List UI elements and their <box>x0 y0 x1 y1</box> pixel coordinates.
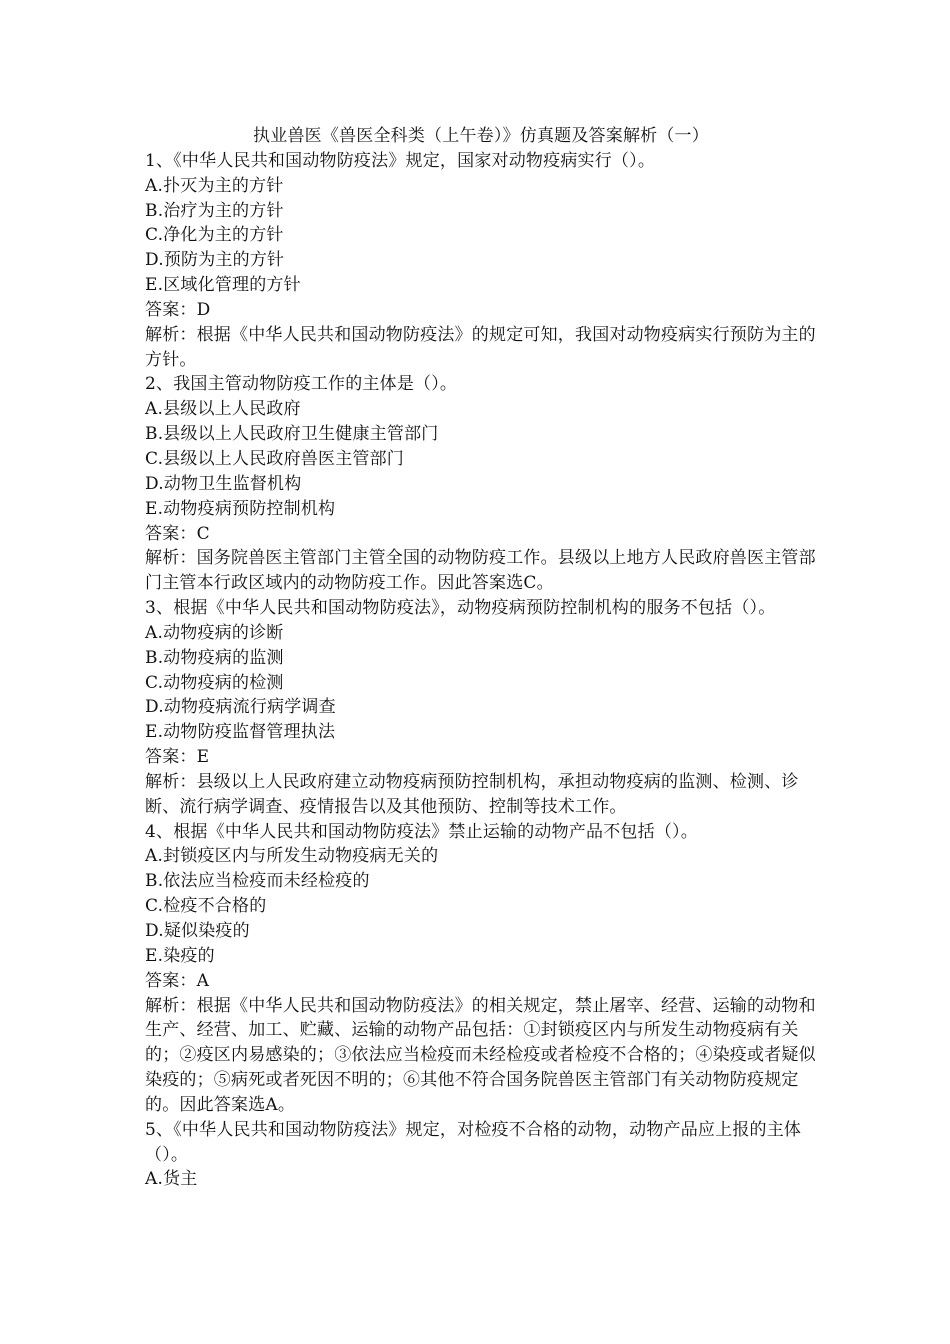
option-a: A.封锁疫区内与所发生动物疫病无关的 <box>145 846 439 867</box>
answer: 答案：A <box>145 970 210 991</box>
question-stem: 2、我国主管动物防疫工作的主体是（）。 <box>145 374 458 395</box>
option-c: C.动物疫病的检测 <box>145 672 284 693</box>
option-a: A.货主 <box>145 1169 198 1190</box>
analysis: 解析：县级以上人民政府建立动物疫病预防控制机构，承担动物疫病的监测、检测、诊断、流行病学调查、疫情报告以及其他预防、控制等技术工作。 <box>145 771 799 817</box>
question-4 <box>145 820 817 1118</box>
option-a: A.县级以上人民政府 <box>145 399 301 420</box>
option-e: E.染疫的 <box>145 945 215 966</box>
option-c: C.县级以上人民政府兽医主管部门 <box>145 448 405 469</box>
option-c: C.检疫不合格的 <box>145 896 267 917</box>
analysis: 解析：国务院兽医主管部门主管全国的动物防疫工作。县级以上地方人民政府兽医主管部门主管本行政区域内的动物防疫工作。因此答案选C。 <box>145 548 816 594</box>
option-b: B.依法应当检疫而未经检疫的 <box>145 871 370 892</box>
answer: 答案：D <box>145 299 211 320</box>
document-title: 执业兽医《兽医全科类（上午卷）》仿真题及答案解析（一） <box>253 126 709 146</box>
question-stem: 1、《中华人民共和国动物防疫法》规定，国家对动物疫病实行（）。 <box>145 150 656 171</box>
document-content <box>145 124 817 1192</box>
question-1 <box>145 149 817 373</box>
option-e: E.动物疫病预防控制机构 <box>145 498 336 519</box>
option-d: D.动物卫生监督机构 <box>145 473 302 494</box>
question-stem: 3、根据《中华人民共和国动物防疫法》，动物疫病预防控制机构的服务不包括（）。 <box>145 598 776 619</box>
analysis: 解析：根据《中华人民共和国动物防疫法》的规定可知，我国对动物疫病实行预防为主的方针。 <box>145 324 816 370</box>
option-b: B.治疗为主的方针 <box>145 200 284 221</box>
option-e: E.区域化管理的方针 <box>145 275 301 296</box>
answer: 答案：C <box>145 523 210 544</box>
option-c: C.净化为主的方针 <box>145 225 284 246</box>
option-a: A.动物疫病的诊断 <box>145 622 284 643</box>
question-stem: 4、根据《中华人民共和国动物防疫法》禁止运输的动物产品不包括（）。 <box>145 821 698 842</box>
option-d: D.动物疫病流行病学调查 <box>145 697 336 718</box>
option-b: B.动物疫病的监测 <box>145 647 284 668</box>
option-d: D.疑似染疫的 <box>145 921 250 941</box>
option-b: B.县级以上人民政府卫生健康主管部门 <box>145 424 439 445</box>
answer: 答案：E <box>145 747 210 768</box>
analysis: 解析：根据《中华人民共和国动物防疫法》的相关规定，禁止屠宰、经营、运输的动物和生产、经营、加工、贮藏、运输的动物产品包括：①封锁疫区内与所发生动物疫病有关的；②疫区内易感染的；③依法应当检疫而未经检疫或者检疫不合格的；④染疫或者疑似染疫的；⑤病死或者死因不明的；⑥其他不符合国务院兽医主管部门有关动物防疫规定的。因此答案选A。 <box>145 995 816 1115</box>
option-d: D.预防为主的方针 <box>145 250 285 271</box>
question-stem: 5、《中华人民共和国动物防疫法》规定，对检疫不合格的动物，动物产品应上报的主体（）。 <box>145 1119 802 1165</box>
question-2 <box>145 372 817 596</box>
question-5 <box>145 1118 817 1193</box>
option-a: A.扑灭为主的方针 <box>145 175 284 196</box>
option-e: E.动物防疫监督管理执法 <box>145 722 336 743</box>
question-3 <box>145 596 817 820</box>
